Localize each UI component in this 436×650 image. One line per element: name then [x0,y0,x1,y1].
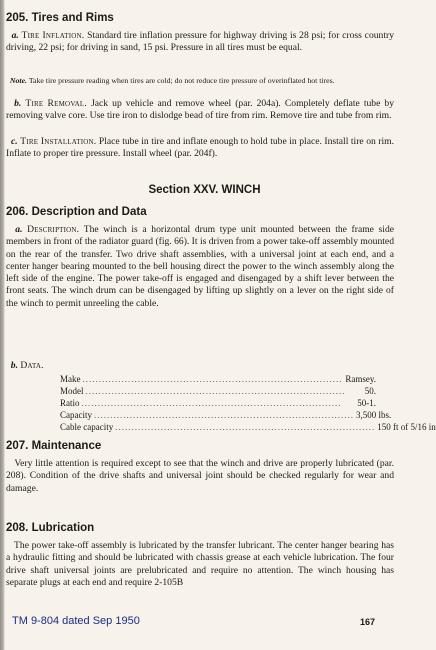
data-value: 3,500 lbs. [356,410,392,420]
data-row-make [60,374,376,385]
paragraph-tire-removal [6,98,394,123]
paragraph-letter: b. [10,360,18,371]
paragraph-letter: a. [11,30,19,41]
data-value: 50-1. [357,398,376,408]
paragraph-text: The power take-off assembly is lubricated by the transfer lubricant. The center hanger bearing has a hydraulic fitting and should be lubricated with chassis grease at each vehicle lubrication. The four drive shaft universal joints are prelubricated and require no attention. The winch housing has separate plugs at each end and require 2-105B [6,540,394,588]
paragraph-text: Standard tire inflation pressure for highway driving is 28 psi; for cross country driving, 22 psi; for driving in sand, 15 psi. Pressure in all tires must be equal. [6,30,394,54]
paragraph-lubrication [6,540,394,589]
section-heading-description-and-data: 206. Description and Data [6,206,147,218]
data-row-ratio [60,398,376,409]
paragraph-winch-description [6,224,394,310]
section-title-winch: Section XXV. WINCH [148,184,261,196]
note-text: Take tire pressure reading when tires are cold; do not reduce tire pressure of overinflated hot tires. [28,76,335,85]
section-heading-maintenance: 207. Maintenance [6,440,102,452]
paragraph-title: Data. [20,360,44,371]
paragraph-title: Description. [27,224,80,235]
page-number: 167 [359,617,375,627]
paragraph-winch-data [6,360,394,372]
leader-dots: ................................................................................ [94,410,354,420]
paragraph-text: Jack up vehicle and remove wheel (par. 204a). Completely deflate tube by removing valve core. Use tire iron to dislodge bead of tire from rim. Remove tire and tube from rim. [6,98,395,122]
data-key: Ratio [60,398,80,408]
data-key: Make [60,374,81,384]
data-key: Model [60,386,84,396]
data-row-cable-capacity [60,422,436,433]
paragraph-title: Tire Inflation. [21,30,85,41]
section-heading-tires-and-rims: 205. Tires and Rims [6,12,114,24]
note-tire-pressure [6,76,394,86]
leader-dots: ................................................................................ [85,386,346,396]
data-key: Cable capacity [60,422,114,432]
paragraph-maintenance [6,458,394,495]
section-heading-lubrication: 208. Lubrication [6,522,95,534]
paragraph-letter: a. [15,224,23,235]
paragraph-text: The winch is a horizontal drum type unit mounted between the frame side members in front of the radiator guard (fig. 66). It is driven from a power take-off assembly mounted on the rear of the transfer. Two drive shaft assemblies, with a universal joint at each end, and a center hanger bearing mounted to the bell housing direct the power to the winch assembly along the left side of the engine. The power take-off is engaged and disengaged by a shift lever between the front seats. The winch drum can be disengaged by lifting up slightly on a lever on the right side of the winch to permit unreeling the cable. [6,224,395,309]
source-caption: TM 9-804 dated Sep 1950 [12,615,140,627]
data-row-capacity [60,410,392,421]
data-row-model [60,386,376,397]
data-value: 150 ft of 5/16 in [377,422,436,432]
paragraph-tire-installation [6,136,394,161]
data-value: Ramsey. [345,374,376,384]
data-value: 50. [364,386,376,396]
data-key: Capacity [60,410,92,420]
paragraph-title: Tire Installation. [20,136,97,147]
leader-dots: ................................................................................ [81,398,342,408]
leader-dots: ................................................................................ [82,374,343,384]
note-label: Note. [9,76,28,85]
paragraph-letter: c. [11,136,18,147]
paragraph-text: Very little attention is required except to see that the winch and drive are properly lubricated (par. 208). Condition of the drive shafts and universal joint should be checked regularly for wear and damage. [6,458,394,494]
paragraph-tire-inflation [6,30,394,55]
paragraph-letter: b. [14,98,22,109]
leader-dots: ................................................................................ [115,422,376,432]
paragraph-text: Place tube in tire and inflate enough to hold tube in place. Install tire on rim. Inflate to proper tire pressure. Install wheel (par. 204f). [6,136,395,160]
page-binding-edge [0,0,5,650]
paragraph-title: Tire Removal. [25,98,87,109]
